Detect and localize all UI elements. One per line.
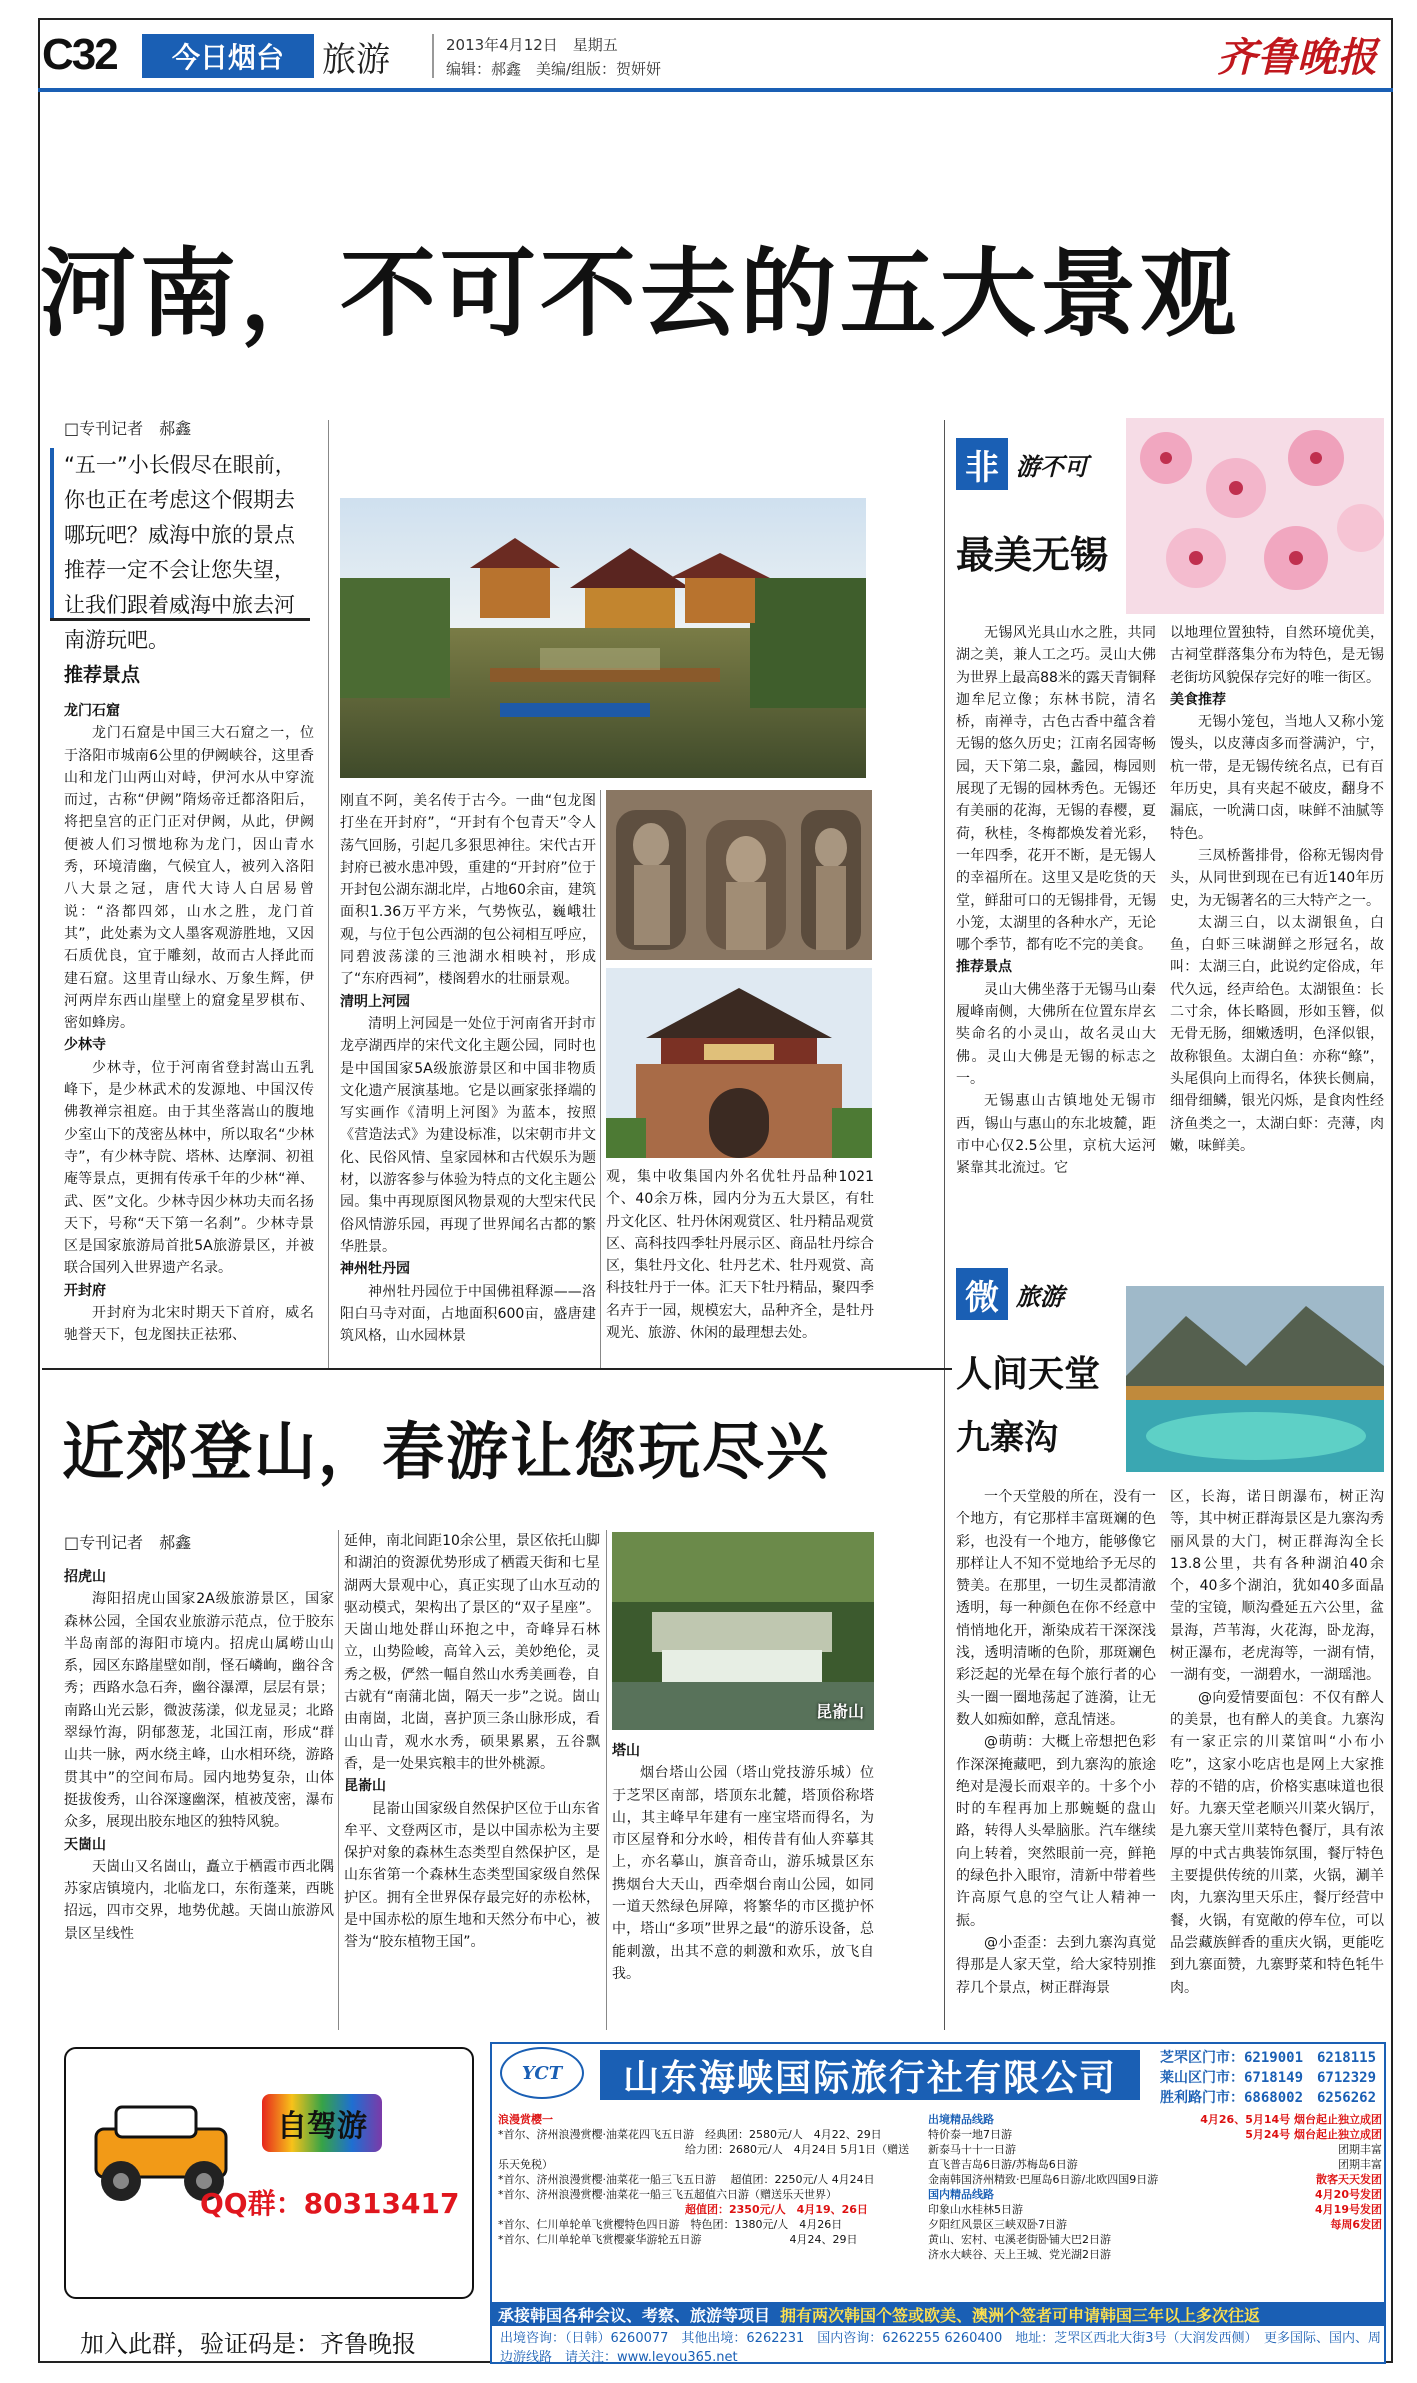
sidebar1-column-2 [1170,622,1384,1202]
paragraph: 天崮山又名崮山，矗立于栖霞市西北隅苏家店镇境内，北临龙口，东衔蓬莱，西眺招远，四市交界，地势优越。天崮山旅游风景区呈线性 [64,1858,334,1942]
promo-text: 承接韩国各种会议、考察、旅游等项目 [498,2305,771,2325]
issue-date: 2013年4月12日 星期五 [446,36,618,54]
ad-line: 超值团：2350元/人 4月19、26日 [498,2203,868,2216]
ad-line: *首尔、济州浪漫赏樱·油菜花四飞五日游 经典团：2580元/人 4月22、29日 [498,2128,882,2141]
ad-line: *首尔、仁川单轮单飞赏樱豪华游轮五日游 4月24、29日 [498,2233,858,2246]
subheading: 美食推荐 [1170,691,1226,708]
kunyu-mountain-photo [612,1532,874,1730]
ad-departure-list [1172,2112,1382,2232]
column-rule [328,420,329,1370]
article1-byline: □专刊记者 郝鑫 [64,419,192,438]
column-rule [600,790,601,1370]
paragraph: @萌萌：大概上帝想把色彩作深深掩藏吧，到九寨沟的旅途绝对是漫长而艰辛的。十多个小时的车程再加上那蜿蜒的盘山路，转得人头晕脑胀。汽车继续向上转着，突然眼前一亮，鲜艳的绿色扑入眼帘，清新中带着些许高原气息的空气让人精神一振。 [956,1734,1156,1929]
article2-column-1 [64,1566,334,2026]
ad-line: 团期丰富 [1338,2158,1382,2171]
sidebar1-column-1 [956,622,1156,1202]
paragraph: 观，集中收集国内外名优牡丹品种1021个、40余万株，园内分为五大景区，有牡丹文化区、牡丹休闲观赏区、牡丹精品观赏区、高科技四季牡丹展示区、商品牡丹综合区，集牡丹文化、牡丹艺术、牡丹观赏、高科技牡丹于一体。汇天下牡丹精品，聚四季名卉于一园，规模宏大，品种齐全，是牡丹观光、旅游、休闲的最理想去处。 [606,1169,874,1342]
ad-line: 浪漫赏樱一 [498,2113,553,2126]
column-rule [338,1530,339,2030]
paragraph: 延伸，南北间距10余公里，景区依托山脚和湖泊的资源优势形成了栖霞天街和七星湖两大景观中心，真正实现了山水互动的驱动模式，架构出了景区的“双子星座”。天崮山地处群山环抱之中，奇峰异石林立，山势险峻，高耸入云，美妙绝伦，灵秀之极，俨然一幅自然山水秀美画卷，自古就有“南蒲北崮，隔天一步”之说。崮山由南崮，北崮，喜护顶三条山脉形成，看山山青，观水水秀，硕果累累，五谷飘香，是一处果宾粮丰的世外桃源。 [344,1533,600,1772]
visa-promo-text: 拥有两次韩国个签或欧美、澳洲个签者可申请韩国三年以上多次往返 [780,2305,1261,2325]
phone-line: 莱山区门市：6718149 6712329 [1160,2070,1377,2086]
article1-lead: “五一”小长假尽在眼前，你也正在考虑这个假期去哪玩吧？威海中旅的景点推荐一定不会让您失望，让我们跟着威海中旅去河南游玩吧。 [64,453,296,652]
ad-line: *首尔、济州浪漫赏樱·油菜花一船三飞五超值六日游（赠送乐天世界） [498,2188,837,2201]
ad-korea-tours [498,2112,918,2247]
kaifeng-palace-photo [340,498,866,778]
section-rule [42,1368,952,1370]
phone-line: 胜利路门市：6868002 6256262 [1160,2090,1377,2106]
qingming-gate-photo [606,968,872,1158]
sidebar2-subtitle: 九寨沟 [956,1418,1058,1458]
sidebar1-title: 最美无锡 [956,533,1109,577]
ad-line: 给力团：2680元/人 4月24日 5月1日（赠送乐天免税） [498,2143,910,2171]
subheading: 龙门石窟 [64,703,120,719]
article2-column-2 [344,1530,600,2026]
subheading: 开封府 [64,1282,106,1299]
paragraph: 烟台塔山公园（塔山党技游乐城）位于芝罘区南部，塔顶东北麓，塔顶俗称塔山，其主峰早年建有一座宝塔而得名，为市区屋脊和分水岭，相传昔有仙人弈摹其上，亦名摹山，旗音奇山，游乐城景区东携烟台大天山，西牵烟台南山公园，如同一道天然绿色屏障，将繁华的市区揽护怀中，塔山“多项”世界之最“的游乐设备，总能刺激，出其不意的刺激和欢乐，放飞自我。 [612,1765,874,1982]
paragraph: 龙门石窟是中国三大石窟之一，位于洛阳市城南6公里的伊阙峡谷，这里香山和龙门山两山对峙，伊河水从中穿流而过，古称“伊阙”隋炀帝迁都洛阳后，将把皇宫的正门正对伊阙，从此，伊阙便被人们习惯地称为龙门，因山青水秀，环境清幽，气候宜人，被列入洛阳八大景之冠，唐代大诗人白居易曾说：“洛都四郊，山水之胜，龙门首其”，此处素为文人墨客观游胜地，又因石质优良，宜于雕刻，故而古人择此而建石窟。这里青山绿水、万象生辉，伊河两岸东西山崖壁上的窟龛星罗棋布、密如蜂房。 [64,725,314,1032]
subheading: 少林寺 [64,1037,106,1054]
ad-line: 出境精品线路 [928,2113,994,2126]
ad-join-note: 加入此群，验证码是：齐鲁晚报 [80,2330,416,2358]
paragraph: @向爱情要面包：不仅有醉人的美景，也有醉人的美食。九寨沟有一家正宗的川菜馆叫“小布小吃”，这家小吃店也是网上大家推荐的不错的店，价格实惠味道也很好。九寨天堂老顺兴川菜火锅厅，是九寨天堂川菜特色餐厅，具有浓厚的中式古典装饰氛围，餐厅特色主要提供传统的川菜，火锅，涮羊肉，九寨沟里天乐庄，餐厅经营中餐，火锅，有宽敞的停车位，可以品尝藏族鲜香的重庆火锅，更能吃到九寨面赞，九寨野菜和特色牦牛肉。 [1170,1689,1384,1996]
ad-line: 直飞普吉岛6日游/苏梅岛6日游 [928,2158,1078,2171]
paragraph: 刚直不阿，美名传于古今。一曲“包龙图打坐在开封府”，“开封有个包青天”令人荡气回肠，引起几多狠思神往。宋代古开封府已被水患冲毁，重建的“开封府”位于开封包公湖东湖北岸，占地60余亩，建筑面积1.36万平方米，气势恢弘，巍峨壮观，与位于包公西湖的包公祠相互呼应，同碧波荡漾的三池湖水相映衬，形成了“东府西祠”，楼阁碧水的壮丽景观。 [340,793,596,988]
kicker-text: 游不可 [1016,452,1088,481]
paragraph: 清明上河园是一处位于河南省开封市龙亭湖西岸的宋代文化主题公园，同时也是中国国家5A级旅游景区和中国非物质文化遗产展演基地。它是以画家张择端的写实画作《清明上河图》为蓝本，按照《营造法式》为建设标准，以宋朝市井文化、民俗风情、皇家园林和古代娱乐为题材，以游客参与体验为特点的文化主题公园。集中再现原图风物景观的大型宋代民俗风情游乐园，再现了世界闻名古都的繁华胜景。 [340,1015,596,1255]
subheading: 推荐景点 [956,959,1012,976]
ad-line: 印象山水桂林5日游 [928,2203,1023,2216]
article2-byline: □专刊记者 郝鑫 [64,1533,192,1552]
ad-line: *首尔、济州浪漫赏樱·油菜花一船三飞五日游 超值团：2250元/人 4月24日 [498,2173,875,2186]
kicker-badge: 微 [956,1268,1008,1320]
ad-line: 每周6发团 [1330,2218,1382,2231]
header-rule [38,88,1393,92]
article2-headline: 近郊登山，春游让您玩尽兴 [62,1415,831,1488]
article1-column-2 [340,790,596,1390]
paragraph: 海阳招虎山国家2A级旅游景区，国家森林公园，全国农业旅游示范点，位于胶东半岛南部的海阳市境内。招虎山属崂山山系，园区东路崖壁如削，怪石嶙峋，幽谷含秀；西路水急石奔，幽谷瀑潭，层层有景；南路山光云影，微波荡漾，似龙显灵；北路翠绿竹海，阴郁葱茏，北国江南，形成“群山共一脉，两水绕主峰，山水相环绕，游路贯其中”的空间布局。园内地势复杂，山体挺拔俊秀，山谷深邃幽深，植被茂密，瀑布众多，展现出胶东地区的独特风貌。 [64,1591,334,1831]
editors-credit: 编辑：郝鑫 美编/组版：贺妍妍 [446,60,662,78]
ad-line: 4月20号发团 [1315,2188,1382,2201]
ad-promo-strip [490,2302,1386,2326]
agency-name: 山东海峡国际旅行社有限公司 [600,2050,1140,2100]
sidebar2-column-2 [1170,1486,1384,2026]
agency-phones [1160,2048,1376,2108]
self-drive-ad [64,2047,474,2299]
subheading: 塔山 [612,1743,640,1759]
lead-accent-bar [50,448,54,618]
ad-line: 4月19号发团 [1315,2203,1382,2216]
recommend-heading: 推荐景点 [64,664,141,686]
self-drive-tag: 自驾游 [262,2094,382,2152]
subheading: 招虎山 [64,1569,106,1585]
newspaper-logo: 齐鲁晚报 [1217,34,1377,81]
sidebar2-title: 人间天堂 [956,1354,1101,1395]
column-rule [606,1530,607,2030]
agency-logo: YCT [500,2047,584,2099]
ad-line: 5月24号 烟台起止独立成团 [1245,2128,1382,2141]
header-divider [432,34,434,78]
sidebar2-kicker [956,1268,1064,1320]
main-headline: 河南，不可不去的五大景观 [40,238,1240,350]
paragraph: 无锡小笼包，当地人又称小笼馒头，以皮薄卤多而誉满沪，宁，杭一带，是无锡传统名点，已有百年历史，具有夹起不破皮，翻身不漏底，一吮满口卤，味鲜不油腻等特色。 [1170,714,1384,842]
ad-route-list [928,2112,1168,2262]
ad-contact-line: 出境咨询：（日韩）6260077 其他出境：6262231 国内咨询：6262255 6260400 地址：芝罘区西北大街3号（大润发西侧） 更多国际、国内、周边游线路 请关注：www.leyou365.net [500,2331,1381,2365]
kicker-badge: 非 [956,438,1008,490]
ad-line: 国内精品线路 [928,2188,994,2201]
paragraph: 少林寺，位于河南省登封嵩山五乳峰下，是少林武术的发源地、中国汉传佛教禅宗祖庭。由于其坐落嵩山的腹地少室山下的茂密丛林中，所以取名“少林寺”，有少林寺院、塔林、达摩洞、初祖庵等景点，更拥有传承千年的少林“禅、武、医”文化。少林寺因少林功夫而名扬天下，号称“天下第一名刹”。少林寺景区是国家旅游局首批5A旅游景区，并被联合国列入世界遗产名录。 [64,1059,314,1277]
jiuzhaigou-lake-photo [1126,1286,1384,1472]
ad-line: 团期丰富 [1338,2143,1382,2156]
ad-line: 散客天天发团 [1316,2173,1382,2186]
sidebar1-kicker [956,438,1088,490]
lead-rule [50,618,310,621]
paragraph: 开封府为北宋时期天下首府，威名驰誉天下，包龙图扶正祛邪、 [64,1305,314,1344]
ad-line: 夕阳红风景区三峡双卧7日游 [928,2218,1067,2231]
paragraph: 无锡惠山古镇地处无锡市西，锡山与惠山的东北坡麓，距市中心仅2.5公里，京杭大运河紧靠其北流过。它 [956,1093,1156,1177]
sidebar2-column-1 [956,1486,1156,2026]
ad-line: *首尔、仁川单轮单飞赏樱特色四日游 特色团：1380元/人 4月26日 [498,2218,843,2231]
paragraph: 区，长海，诺日朗瀑布，树正沟等，其中树正群海景区是九寨沟秀丽风景的大门，树正群海沟全长13.8公里，共有各种湖泊40余个，40多个湖泊，犹如40多面晶莹的宝镜，顺沟叠延五六公里，盆景海，芦苇海，火花海，卧龙海，树正瀑布，老虎海等，一湖有情，一湖有变，一湖碧水，一湖瑶池。 [1170,1489,1384,1684]
subheading: 天崮山 [64,1836,106,1853]
ad-line: 济水大峡谷、天上王城、党光湖2日游 [928,2248,1111,2261]
paragraph: 神州牡丹园位于中国佛祖释源——洛阳白马寺对面，占地面积600亩，盛唐建筑风格，山水园林景 [340,1283,596,1345]
article1-column-1 [64,700,314,1390]
kicker-text: 旅游 [1016,1282,1064,1311]
ad-line: 新泰马十十一日游 [928,2143,1016,2156]
paragraph: 三凤桥酱排骨，俗称无锡肉骨头，从同世到现在已有近140年历史，为无锡著名的三大特产之一。 [1170,847,1384,909]
subheading: 昆嵛山 [344,1778,386,1795]
subheading: 神州牡丹园 [340,1261,410,1278]
paragraph: @小歪歪：去到九寨沟真觉得那是人家天堂，给大家特别推荐几个景点，树正群海景 [956,1934,1156,1996]
article1-column-3 [606,1166,874,1386]
ad-line: 特价泰一地7日游 [928,2128,1012,2141]
paragraph: 一个天堂般的所在，没有一个地方，有它那样丰富斑斓的色彩，也没有一个地方，能够像它那样让人不知不觉地给予无尽的赞美。在那里，一切生灵都清澈透明，每一种颜色在你不经意中悄悄地化开，渐染成若干深深浅浅，透明清晰的色阶，那斑斓色彩泛起的光晕在每个旅行者的心头一圈一圈地荡起了涟漪，让无数人如痴如醉，意乱情迷。 [956,1489,1156,1728]
paragraph: 无锡风光具山水之胜，共同湖之美，兼人工之巧。灵山大佛为世界上最高88米的露天青铜释迦牟尼立像；东林书院，清名桥，南禅寺，古色古香中蕴含着无锡的悠久历史；江南名园寄畅园，天下第二泉，蠡园，梅园则展现了无锡的园林秀色。无锡还有美丽的花海，无锡的春樱，夏荷，秋桂，冬梅都焕发着光彩，一年四季，花开不断，是无锡人的幸福所在。这里又是吃货的天堂，鲜甜可口的无锡排骨，无锡小笼，太湖里的各种水产，无论哪个季节，都有吃不完的美食。 [956,625,1156,954]
sidebar-rule [944,420,945,2030]
paragraph: 以地理位置独特，自然环境优美，古祠堂群落集分布为特色，是无锡老街坊风貌保存完好的唯一街区。 [1170,625,1384,686]
ad-line: 金南韩国济州精致·巴厘岛6日游/北欧四国9日游 [928,2173,1159,2186]
page-number: C32 [42,30,117,79]
paragraph: 太湖三白，以太湖银鱼，白鱼，白虾三味湖鲜之形冠名，故叫：太湖三白，此说约定俗成，年代久远，经声给色。太湖银鱼：长二寸余，体长略圆，形如玉簪，似无骨无肠，细嫩透明，色泽似银，故称银鱼。太湖白鱼：亦称“鲦”，头尾俱向上而得名，体狭长侧扁，细骨细鳞，银光闪烁，是食肉性经济鱼类之一，太湖白虾：壳薄，肉嫩，味鲜美。 [1170,914,1384,1154]
section-name: 旅游 [322,40,390,80]
longmen-grottoes-photo [606,790,872,960]
edition-badge: 今日烟台 [142,34,314,78]
article2-column-3 [612,1740,874,2030]
ad-line: 黄山、宏村、屯溪老街卧铺大巴2日游 [928,2233,1111,2246]
subheading: 清明上河园 [340,993,410,1010]
paragraph: 昆嵛山国家级自然保护区位于山东省牟平、文登两区市，是以中国赤松为主要保护对象的森林生态类型自然保护区，是山东省第一个森林生态类型国家级自然保护区。拥有全世界保存最完好的赤松林，是中国赤松的原生地和天然分布中心，被誉为“胶东植物王国”。 [344,1800,600,1951]
qq-group-number: QQ群：80313417 [200,2187,460,2220]
ad-line: 4月26、5月14号 烟台起止独立成团 [1200,2113,1382,2126]
phone-line: 芝罘区门市：6219001 6218115 [1160,2050,1377,2066]
paragraph: 灵山大佛坐落于无锡马山秦履峰南侧，大佛所在位置东岸玄奘命名的小灵山，故名灵山大佛。灵山大佛是无锡的标志之一。 [956,981,1156,1087]
photo-caption: 昆嵛山 [815,1702,864,1721]
cherry-blossom-photo [1126,418,1384,614]
